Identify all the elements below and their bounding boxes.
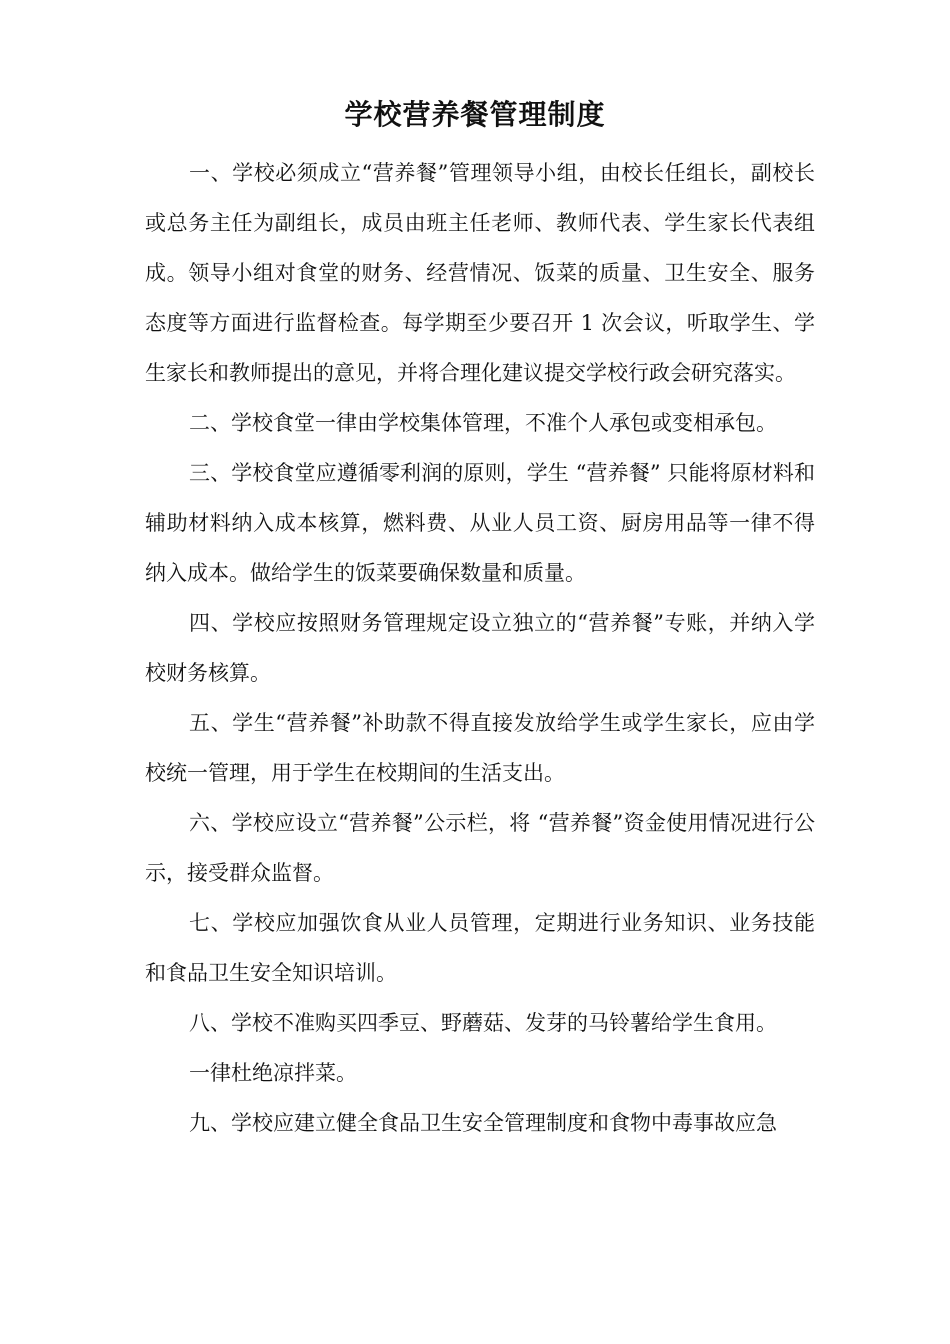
paragraph-1: 一、学校必须成立“营养餐”管理领导小组，由校长任组长，副校长或总务主任为副组长，成员由班主任老师、教师代表、学生家长代表组成。领导小组对食堂的财务、经营情况、饭菜的质量、卫生安全、服务态度等方面进行监督检查。每学期至少要召开 1 次会议，听取学生、学生家长和教师提出的意见，并将合理化建议提交学校行政会研究落实。 bbox=[145, 161, 815, 385]
document-body bbox=[145, 148, 815, 1148]
paragraph-3: 三、学校食堂应遵循零利润的原则，学生 “营养餐” 只能将原材料和辅助材料纳入成本核算，燃料费、从业人员工资、厨房用品等一律不得纳入成本。做给学生的饭菜要确保数量和质量。 bbox=[145, 461, 815, 585]
paragraph-7: 七、学校应加强饮食从业人员管理，定期进行业务知识、业务技能和食品卫生安全知识培训。 bbox=[145, 911, 815, 985]
paragraph-8: 八、学校不准购买四季豆、野蘑菇、发芽的马铃薯给学生食用。 bbox=[189, 1011, 777, 1035]
document-title: 学校营养餐管理制度 bbox=[344, 98, 606, 131]
paragraph-9: 一律杜绝凉拌菜。 bbox=[189, 1061, 357, 1085]
paragraph-4: 四、学校应按照财务管理规定设立独立的“营养餐”专账，并纳入学校财务核算。 bbox=[145, 611, 815, 685]
paragraph-2: 二、学校食堂一律由学校集体管理，不准个人承包或变相承包。 bbox=[189, 411, 777, 435]
paragraph-6: 六、学校应设立“营养餐”公示栏，将 “营养餐”资金使用情况进行公示，接受群众监督。 bbox=[145, 811, 815, 885]
paragraph-5: 五、学生“营养餐”补助款不得直接发放给学生或学生家长，应由学校统一管理，用于学生在校期间的生活支出。 bbox=[145, 711, 815, 785]
paragraph-10: 九、学校应建立健全食品卫生安全管理制度和食物中毒事故应急 bbox=[189, 1111, 777, 1135]
